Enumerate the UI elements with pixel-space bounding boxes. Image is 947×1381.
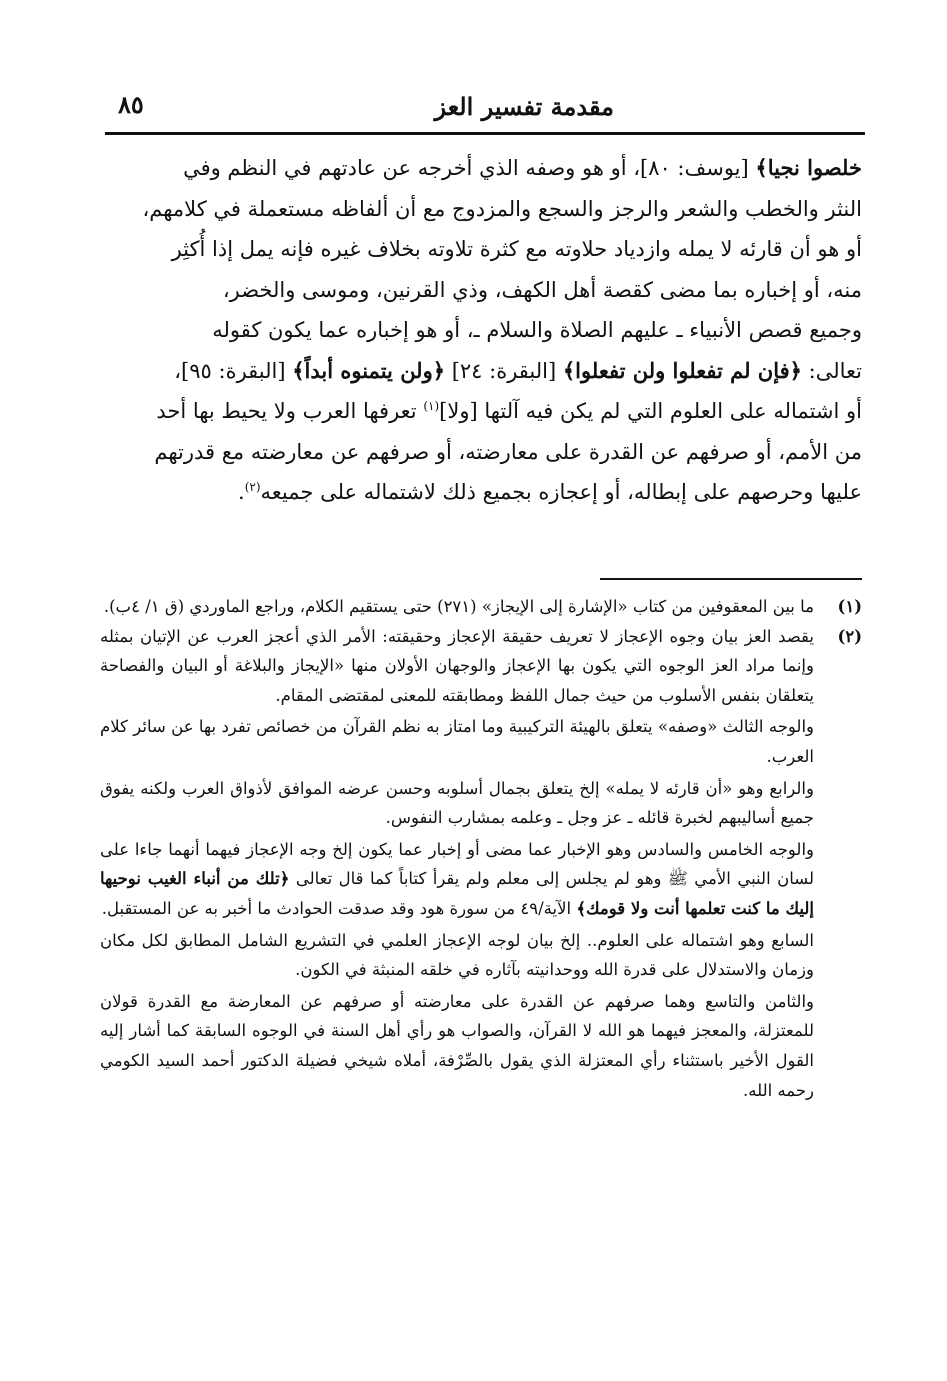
text-run: [البقرة: ٩٥]، [174,358,293,383]
footnote-marker: (٢) [244,480,261,494]
footnote [100,622,862,1106]
text-run: والرابع وهو «أن قارئه لا يمله» إلخ يتعلق بجمال أسلوبه وحسن عرضه الموافق لأذواق العرب ولكنه يفوق جميع أساليبهم لخبرة قائله ـ عز وجل ـ وعلمه بمشارب النفوس. [100,778,814,828]
text-run: الآية/٤٩ من سورة هود وقد صدقت الحوادث ما أخبر به عن المستقبل. [101,898,577,918]
text-run: عليها وحرصهم على إبطاله، أو إعجازه بجميع ذلك لاشتماله على جميعه [260,480,862,504]
text-line [100,351,862,392]
text-run: ما بين المعقوفين من كتاب «الإشارة إلى الإيجاز» (٢٧١) حتى يستقيم الكلام، وراجع الماوردي (ق ١/ ٤ب). [103,597,814,616]
header-rule [105,132,865,135]
footnote-number: (٢) [837,626,862,646]
quran-quote: ﴿تلك من أنباء الغيب نوحيها إليك ما كنت تعلمها أنت ولا قومك﴾ [100,869,814,918]
text-run: أو هو أن قارئه لا يمله وازدياد حلاوته مع كثرة تلاوته بخلاف غيره فإنه يمل إذا أُكثِر [171,237,862,261]
text-run: [البقرة: ٢٤] [445,358,563,383]
quran-quote: ﴿ولن يتمنوه أبداً﴾ [292,357,446,383]
text-run: [يوسف: ٨٠]، أو هو وصفه الذي أخرجه عن عادتهم في النظم وفي [183,156,756,180]
text-run: منه، أو إخباره بما مضى كقصة أهل الكهف، وذي القرنين، وموسى والخضر، [222,277,862,302]
text-run: النثر والخطب والشعر والرجز والسجع والمزدوج مع أن ألفاظه مستعملة في كلامهم، [142,196,862,221]
text-run: والثامن والتاسع وهما صرفهم عن القدرة على معارضته أو صرفهم عن المعارضة مع القدرة قولان للمعتزلة، والمعجز فيهما هو الله لا القرآن، والصواب هو رأي أهل السنة في الوجوه السابقة كما أشار إليه القول الأخير باستثناء رأي المعتزلة الذي يقول بالصِّرْفة، أملاه شيخي فضيلة الدكتور أحمد السيد الكومي رحمه الله. [100,991,814,1100]
text-run: أو اشتماله على العلوم التي لم يكن فيه آلتها [ولا] [439,399,862,423]
text-line [100,229,862,270]
text-run: السابع وهو اشتماله على العلوم.. إلخ بيان لوجه الإعجاز العلمي في التشريع الشامل المطابق لكل مكان وزمان والاستدلال على قدرة الله ووحدانيته بآثاره في خلقه المنبثة في الكون. [100,930,814,980]
page-number: ٨٥ [118,90,144,119]
text-line [100,391,862,432]
text-line [100,189,862,230]
text-run: تعالى: [801,358,862,383]
text-line [100,148,862,189]
footnote-text [100,592,814,622]
text-line [100,472,862,513]
footnote-paragraph [100,622,814,711]
footnote-paragraph [100,774,814,833]
text-run: تعرفها العرب ولا يحيط بها أحد [156,399,424,423]
text-line [100,270,862,311]
text-line [100,432,862,473]
footnote-paragraph [100,712,814,771]
footnote-marker: (١) [423,399,440,413]
footnote-number: (١) [837,597,862,616]
footnote-paragraph [100,592,814,622]
text-run: . [238,480,245,504]
footnote-paragraph [100,835,814,924]
footnote-paragraph [100,926,814,985]
quran-quote: خلصوا نجيا﴾ [755,155,862,180]
footnotes [100,592,862,1105]
footnote-text [100,622,814,1106]
text-run: من الأمم، أو صرفهم عن القدرة على معارضته، أو صرفهم عن معارضته مع قدرتهم [154,439,862,464]
footnote-paragraph [100,987,814,1105]
running-header [110,86,864,126]
main-text [100,148,862,513]
text-run: والوجه الخامس والسادس وهو الإخبار عما مضى أو إخبار عما يكون إلخ وجه الإعجاز فيهما أنهما جاءا على لسان النبي الأمي ﷺ وهو لم يجلس إلى معلم ولم يقرأ كتاباً كما قال تعالى [100,839,814,889]
footnote [100,592,862,622]
text-run: يقصد العز بيان وجوه الإعجاز لا تعريف حقيقة الإعجاز وحقيقته: الأمر الذي أعجز العرب عن الإتيان بمثله وإنما مراد العز الوجوه التي يكون بها الإعجاز والوجهان الأولان منها «الإيجاز والبلاغة أو البيان والفصاحة يتعلقان بنفس الأسلوب من حيث جمال اللفظ ومطابقته للمعنى لمقتضى المقام. [100,626,814,705]
text-run: والوجه الثالث «وصفه» يتعلق بالهيئة التركيبية وما امتاز به نظم القرآن من خصائص تفرد بها عن سائر كلام العرب. [100,717,814,766]
text-run: وجميع قصص الأنبياء ـ عليهم الصلاة والسلام ـ، أو هو إخباره عما يكون كقوله [212,318,862,342]
header-title: مقدمة تفسير العز [434,92,614,121]
text-line [100,310,862,351]
quran-quote: ﴿فإن لم تفعلوا ولن تفعلوا﴾ [562,357,802,383]
footnote-separator [600,578,862,580]
